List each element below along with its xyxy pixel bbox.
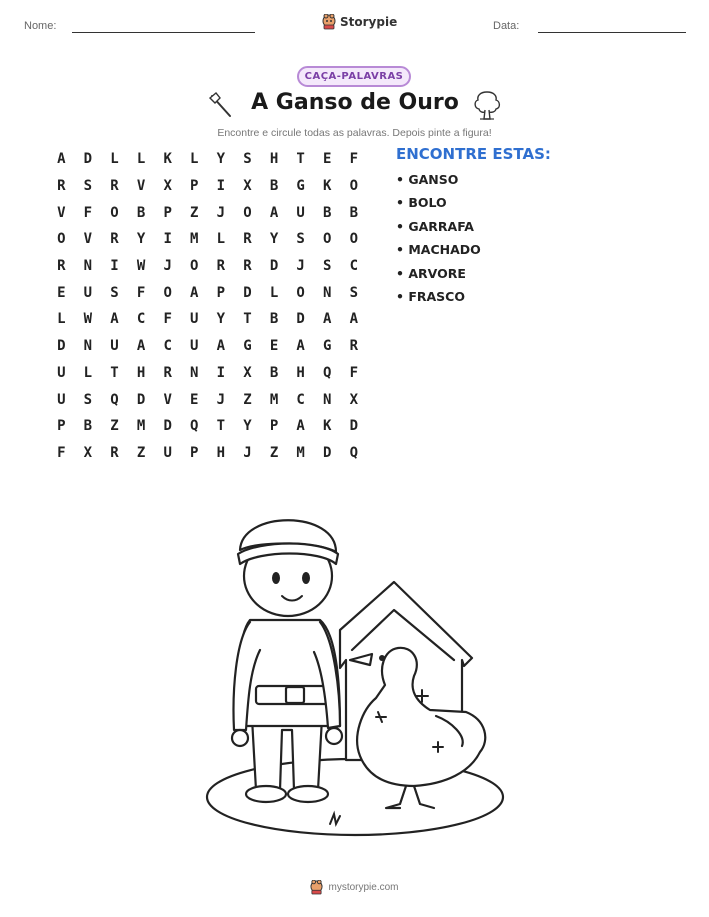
grid-letter[interactable]: U [57,391,66,408]
name-label: Nome: [24,20,57,32]
grid-letter[interactable]: E [269,338,279,355]
grid-letter[interactable]: Q [190,418,199,435]
grid-letter[interactable]: F [83,204,93,221]
grid-letter[interactable]: U [57,364,66,381]
grid-letter[interactable]: R [57,258,66,275]
grid-letter[interactable]: P [216,284,226,301]
grid-letter[interactable]: S [83,178,93,195]
grid-letter[interactable]: J [163,258,172,275]
grid-letter[interactable]: O [110,204,119,221]
grid-letter[interactable]: R [57,178,66,195]
grid-letter[interactable]: B [269,178,279,195]
grid-letter[interactable]: Q [323,364,332,381]
grid-letter[interactable]: U [190,311,199,328]
brand-name: Storypie [340,15,398,29]
grid-letter[interactable]: F [163,311,172,328]
grid-letter[interactable]: D [83,151,93,168]
grid-letter[interactable]: Y [243,418,252,435]
grid-letter[interactable]: T [243,311,252,328]
grid-letter[interactable]: U [110,338,119,355]
grid-letter[interactable]: U [83,284,93,301]
word-list-item: • MACHADO [396,242,481,258]
grid-letter[interactable]: Z [190,204,199,221]
grid-letter[interactable]: S [323,258,332,275]
grid-letter[interactable]: X [243,178,252,195]
grid-letter[interactable]: K [323,178,332,195]
grid-letter[interactable]: O [349,178,359,195]
grid-letter[interactable]: A [57,151,66,168]
grid-letter[interactable]: S [349,284,359,301]
grid-letter[interactable]: A [296,338,305,355]
grid-letter[interactable]: P [163,204,172,221]
grid-letter[interactable]: L [136,151,146,168]
grid-letter[interactable]: M [269,391,279,408]
grid-letter[interactable]: U [163,444,172,461]
grid-letter[interactable]: A [216,338,226,355]
grid-letter[interactable]: V [136,178,146,195]
grid-letter[interactable]: B [323,204,332,221]
grid-letter[interactable]: B [269,364,279,381]
grid-letter[interactable]: Y [136,231,146,248]
grid-letter[interactable]: F [349,151,359,168]
word-search-grid [48,146,367,466]
grid-letter[interactable]: N [83,338,93,355]
grid-letter[interactable]: O [243,204,252,221]
grid-row [48,386,367,413]
grid-letter[interactable]: M [190,231,199,248]
grid-letter[interactable]: J [243,444,252,461]
grid-letter[interactable]: O [349,231,359,248]
grid-letter[interactable]: E [57,284,66,301]
grid-letter[interactable]: P [57,418,66,435]
grid-letter[interactable]: Y [269,231,279,248]
word-list-item: • ARVORE [396,265,466,281]
grid-letter[interactable]: H [269,151,279,168]
word-list-item: • FRASCO [396,288,465,304]
grid-row [48,173,367,200]
grid-letter[interactable]: L [83,364,93,381]
grid-letter[interactable]: G [243,338,252,355]
storypie-logo-icon [310,880,323,895]
grid-letter[interactable]: H [216,444,226,461]
grid-letter[interactable]: D [349,418,359,435]
grid-letter[interactable]: O [323,231,332,248]
grid-letter[interactable]: N [190,364,199,381]
grid-letter[interactable]: Z [269,444,279,461]
grid-row [48,226,367,253]
grid-row [48,333,367,360]
grid-letter[interactable]: F [136,284,146,301]
grid-letter[interactable]: R [163,364,172,381]
grid-letter[interactable]: C [296,391,305,408]
brand-logo [322,14,397,30]
page-title: A Ganso de Ouro [251,90,459,115]
grid-letter[interactable]: O [163,284,172,301]
grid-row [48,306,367,333]
grid-letter[interactable]: B [83,418,93,435]
grid-letter[interactable]: A [110,311,119,328]
grid-letter[interactable]: G [296,178,305,195]
grid-row [48,253,367,280]
grid-row [48,146,367,173]
grid-letter[interactable]: C [136,311,146,328]
grid-letter[interactable]: A [269,204,279,221]
storypie-logo-icon [322,14,336,30]
grid-letter[interactable]: E [323,151,332,168]
grid-letter[interactable]: W [136,258,146,275]
grid-letter[interactable]: D [163,418,172,435]
grid-letter[interactable]: S [243,151,252,168]
word-list-title: ENCONTRE ESTAS: [396,145,551,163]
grid-letter[interactable]: I [216,178,226,195]
grid-row [48,279,367,306]
grid-letter[interactable]: S [83,391,93,408]
grid-letter[interactable]: N [323,391,332,408]
grid-letter[interactable]: C [163,338,172,355]
grid-letter[interactable]: I [163,231,172,248]
footer-url[interactable]: mystorypie.com [328,882,399,893]
grid-letter[interactable]: Y [216,151,226,168]
grid-letter[interactable]: D [296,311,305,328]
footer [0,880,709,895]
grid-letter[interactable]: T [110,364,119,381]
grid-letter[interactable]: Z [243,391,252,408]
grid-letter[interactable]: R [216,258,226,275]
tree-icon [470,88,504,122]
grid-letter[interactable]: U [190,338,199,355]
grid-letter[interactable]: S [110,284,119,301]
grid-letter[interactable]: A [190,284,199,301]
grid-row [48,413,367,440]
grid-row [48,440,367,467]
grid-letter[interactable]: T [296,151,305,168]
axe-icon [206,92,236,120]
grid-letter[interactable]: J [216,204,226,221]
grid-letter[interactable]: G [323,338,332,355]
grid-letter[interactable]: Z [110,418,119,435]
grid-letter[interactable]: M [136,418,146,435]
grid-letter[interactable]: R [110,444,119,461]
grid-letter[interactable]: A [349,311,359,328]
grid-letter[interactable]: H [136,364,146,381]
grid-letter[interactable]: L [57,311,66,328]
grid-letter[interactable]: J [216,391,226,408]
grid-letter[interactable]: L [190,151,199,168]
grid-letter[interactable]: A [296,418,305,435]
grid-letter[interactable]: P [269,418,279,435]
grid-letter[interactable]: D [136,391,146,408]
instructions: Encontre e circule todas as palavras. Depois pinte a figura! [217,127,492,139]
grid-row [48,199,367,226]
grid-letter[interactable]: C [349,258,359,275]
grid-row [48,360,367,387]
grid-letter[interactable]: R [110,231,119,248]
grid-letter[interactable]: H [296,364,305,381]
grid-letter[interactable]: O [190,258,199,275]
grid-letter[interactable]: N [323,284,332,301]
grid-letter[interactable]: B [136,204,146,221]
boy-shoe-right [288,786,328,802]
boy-shoe-left [246,786,286,802]
grid-letter[interactable]: B [269,311,279,328]
grid-letter[interactable]: O [296,284,305,301]
grid-letter[interactable]: L [269,284,279,301]
date-label: Data: [493,20,520,32]
grid-letter[interactable]: B [349,204,359,221]
boy-and-goose-illustration [200,490,510,850]
grid-letter[interactable]: U [296,204,305,221]
grid-letter[interactable]: W [83,311,93,328]
grid-letter[interactable]: K [323,418,332,435]
grid-letter[interactable]: V [83,231,93,248]
grid-letter[interactable]: T [216,418,226,435]
word-list [396,172,481,312]
grid-letter[interactable]: R [243,258,252,275]
grid-letter[interactable]: R [243,231,252,248]
grid-letter[interactable]: X [349,391,359,408]
grid-letter[interactable]: D [323,444,332,461]
grid-letter[interactable]: J [296,258,305,275]
grid-letter[interactable]: L [110,151,119,168]
grid-letter[interactable]: S [296,231,305,248]
grid-letter[interactable]: V [163,391,172,408]
category-badge: CAÇA-PALAVRAS [297,66,411,87]
grid-letter[interactable]: F [57,444,66,461]
grid-letter[interactable]: O [57,231,66,248]
word-list-item: • GANSO [396,172,459,187]
grid-letter[interactable]: X [83,444,93,461]
grid-letter[interactable]: D [57,338,66,355]
grid-letter[interactable]: Q [110,391,119,408]
grid-letter[interactable]: V [57,204,66,221]
grid-letter[interactable]: L [216,231,226,248]
date-line[interactable] [538,32,686,33]
grid-letter[interactable]: P [190,178,199,195]
grid-letter[interactable]: K [163,151,172,168]
word-list-item: • BOLO [396,195,447,211]
grid-letter[interactable]: D [269,258,279,275]
grid-letter[interactable]: X [163,178,172,195]
grid-letter[interactable]: A [323,311,332,328]
grid-letter[interactable]: X [243,364,252,381]
grid-letter[interactable]: F [349,364,359,381]
grid-letter[interactable]: N [83,258,93,275]
grid-letter[interactable]: E [190,391,199,408]
grid-letter[interactable]: I [216,364,226,381]
grid-letter[interactable]: Z [136,444,146,461]
word-list-item: • GARRAFA [396,218,474,234]
grid-letter[interactable]: I [110,258,119,275]
grid-letter[interactable]: Q [349,444,359,461]
grid-letter[interactable]: A [136,338,146,355]
name-line[interactable] [72,32,255,33]
grid-letter[interactable]: M [296,444,305,461]
grid-letter[interactable]: P [190,444,199,461]
grid-letter[interactable]: R [110,178,119,195]
grid-letter[interactable]: D [243,284,252,301]
grid-letter[interactable]: Y [216,311,226,328]
grid-letter[interactable]: R [349,338,359,355]
